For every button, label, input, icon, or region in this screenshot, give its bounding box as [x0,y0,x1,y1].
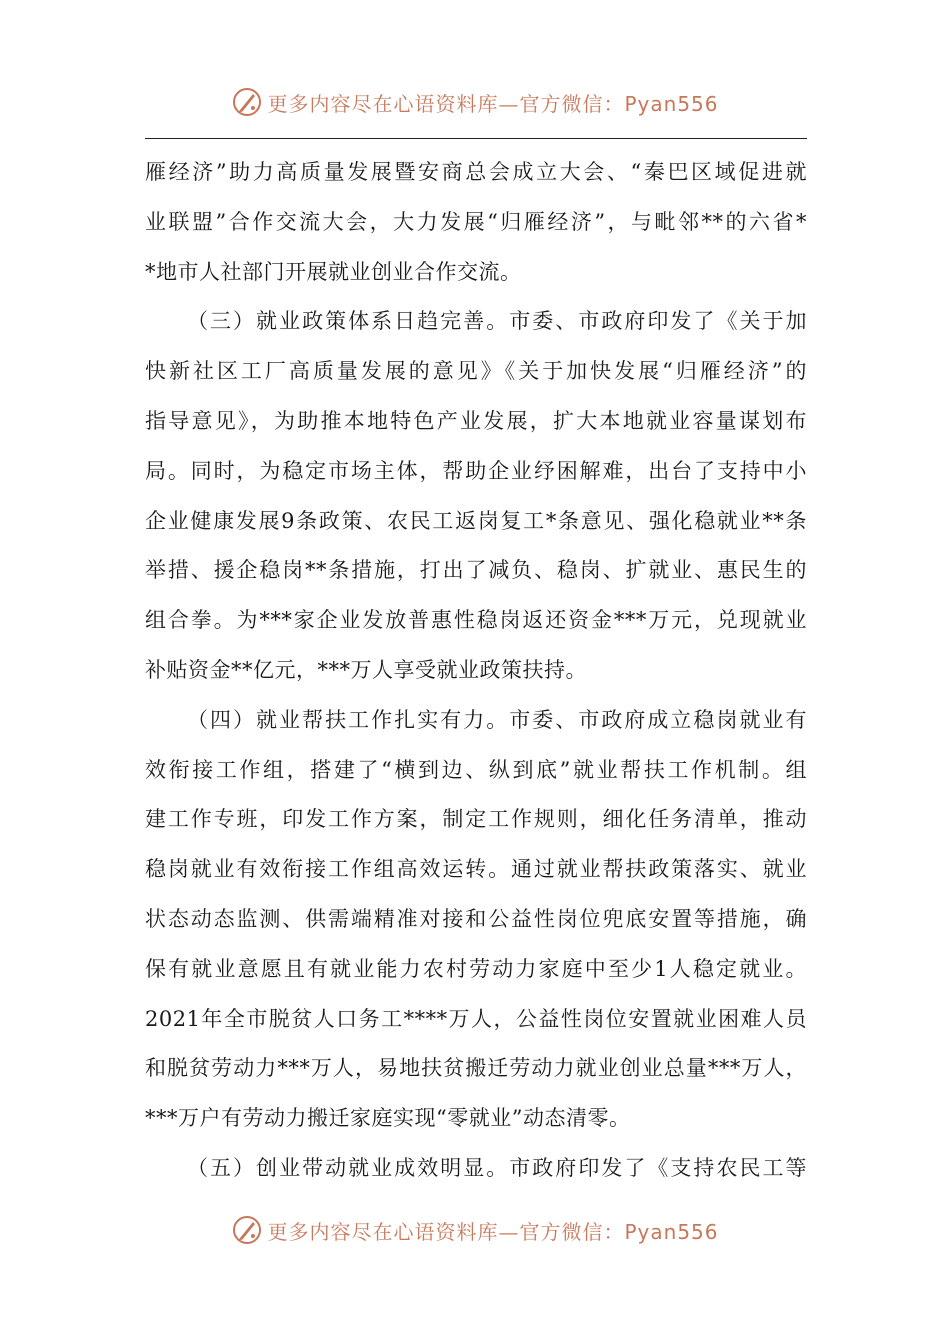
text-line: 企业健康发展9条政策、农民工返岗复工*条意见、强化稳就业**条 [145,508,807,533]
text-line: 指导意见》，为助推本地特色产业发展，扩大本地就业容量谋划布 [145,408,807,433]
wechat-id: Pyan556 [624,1219,719,1244]
text-line: 补贴资金**亿元，***万人享受就业政策扶持。 [145,657,587,682]
footer-watermark [0,1208,950,1252]
text-line: 组合拳。为***家企业发放普惠性稳岗返还资金***万元，兑现就业 [145,608,807,633]
section-heading-line: （五）创业带动就业成效明显。市政府印发了《支持农民工等 [187,1155,807,1180]
text-line: 2021年全市脱贫人口务工****万人，公益性岗位安置就业困难人员 [145,1006,807,1031]
text-line: 快新社区工厂高质量发展的意见》《关于加快发展“归雁经济”的 [145,359,807,384]
text-line: 效衔接工作组，搭建了“横到边、纵到底”就业帮扶工作机制。组 [145,757,807,782]
text-line: 局。同时，为稳定市场主体，帮助企业纾困解难，出台了支持中小 [145,458,807,483]
text-line: 举措、援企稳岗**条措施，打出了减负、稳岗、扩就业、惠民生的 [145,558,807,583]
text-line: 业联盟”合作交流大会，大力发展“归雁经济”，与毗邻**的六省* [145,209,807,234]
quill-pen-icon [231,1214,263,1246]
wechat-id: Pyan556 [624,91,719,116]
watermark-text: 更多内容尽在心语资料库—官方微信：Pyan556 [267,1219,719,1244]
text-line: 建工作专班，印发工作方案，制定工作规则，细化任务清单，推动 [145,807,807,832]
text-line: *地市人社部门开展就业创业合作交流。 [145,259,522,284]
quill-pen-icon [231,86,263,118]
watermark-text: 更多内容尽在心语资料库—官方微信：Pyan556 [267,91,719,116]
text-line: 保有就业意愿且有就业能力农村劳动力家庭中至少1人稳定就业。 [145,956,807,981]
document-body [145,148,807,1194]
text-line: 和脱贫劳动力***万人，易地扶贫搬迁劳动力就业创业总量***万人， [145,1056,807,1081]
text-line: 状态动态监测、供需端精准对接和公益性岗位兜底安置等措施，确 [145,906,807,931]
section-heading-line: （三）就业政策体系日趋完善。市委、市政府印发了《关于加 [187,309,807,334]
text-line: ***万户有劳动力搬迁家庭实现“零就业”动态清零。 [145,1106,631,1131]
text-line: 雁经济”助力高质量发展暨安商总会成立大会、“秦巴区域促进就 [145,160,807,184]
text-line: 稳岗就业有效衔接工作组高效运转。通过就业帮扶政策落实、就业 [145,857,807,882]
header-divider [145,138,807,139]
section-heading-line: （四）就业帮扶工作扎实有力。市委、市政府成立稳岗就业有 [187,707,807,732]
header-watermark [0,80,950,124]
